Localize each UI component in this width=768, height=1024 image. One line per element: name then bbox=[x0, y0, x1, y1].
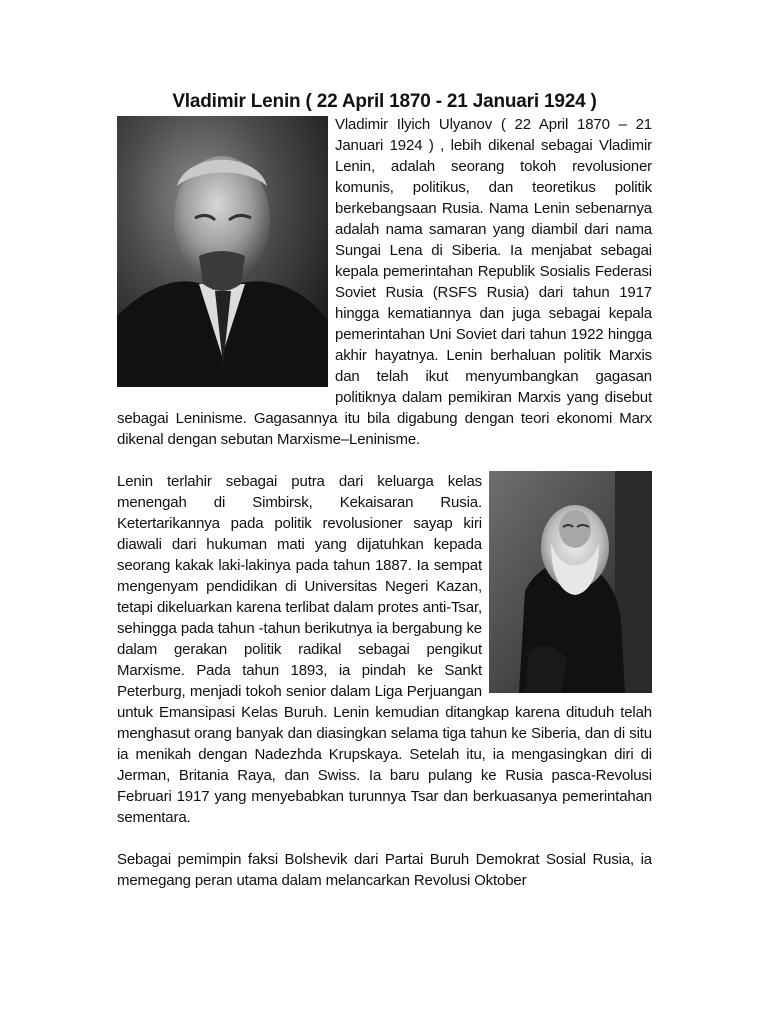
paragraph-spacer bbox=[117, 828, 652, 849]
paragraph-intro: Vladimir Ilyich Ulyanov ( 22 April 1870 – 21 Januari 1924 ) , lebih dikenal sebagai Vladimir Lenin, adalah seorang tokoh revolusioner komunis, politikus, dan teoretikus politik berkebangsaan Rusia. Nama Lenin sebenarnya adalah nama samaran yang diambil dari nama Sungai Lena di Siberia. Ia menjabat sebagai kepala pemerintahan Republik Sosialis Federasi Soviet Rusia (RSFS Rusia) dari tahun 1917 hingga kematiannya dan juga sebagai kepala pemerintahan Uni Soviet dari tahun 1922 hingga akhir hayatnya. Lenin berhaluan politik Marxis dan telah ikut menyumbangkan gagasan politiknya dalam pemikiran Marxis yang disebut sebagai Leninisme. Gagasannya itu bila digabung dengan teori ekonomi Marx dikenal dengan sebutan Marxisme–Leninisme. bbox=[117, 116, 652, 448]
paragraph-early-life: Lenin terlahir sebagai putra dari keluarga kelas menengah di Simbirsk, Kekaisaran Rusia. Ketertarikannya pada politik revolusioner sayap kiri diawali dari hukuman mati yang dijatuhkan kepada seorang kakak laki-lakinya pada tahun 1887. Ia sempat mengenyam pendidikan di Universitas Negeri Kazan, tetapi dikeluarkan karena terlibat dalam protes anti-Tsar, sehingga pada tahun -tahun berikutnya ia bergabung ke dalam gerakan politik radikal sebagai pengikut Marxisme. Pada tahun 1893, ia pindah ke Sankt Peterburg, menjadi tokoh senior dalam Liga Perjuangan untuk Emansipasi Kelas Buruh. Lenin kemudian ditangkap karena dituduh telah menghasut orang banyak dan diasingkan selama tiga tahun ke Siberia, dan di situ ia menikah dengan Nadezhda Krupskaya. Setelah itu, ia mengasingkan diri di Jerman, Britania Raya, dan Swiss. Ia baru pulang ke Rusia pasca-Revolusi Februari 1917 yang menyebabkan turunnya Tsar dan berkuasanya pemerintahan sementara. bbox=[117, 473, 652, 826]
lenin-portrait-photo bbox=[117, 116, 328, 387]
marx-portrait-photo bbox=[489, 471, 652, 693]
paragraph-spacer bbox=[117, 450, 652, 471]
document-page bbox=[117, 90, 652, 891]
document-title: Vladimir Lenin ( 22 April 1870 - 21 Januari 1924 ) bbox=[172, 91, 597, 112]
paragraph-bolshevik: Sebagai pemimpin faksi Bolshevik dari Partai Buruh Demokrat Sosial Rusia, ia memegang peran utama dalam melancarkan Revolusi Oktober bbox=[117, 851, 652, 889]
